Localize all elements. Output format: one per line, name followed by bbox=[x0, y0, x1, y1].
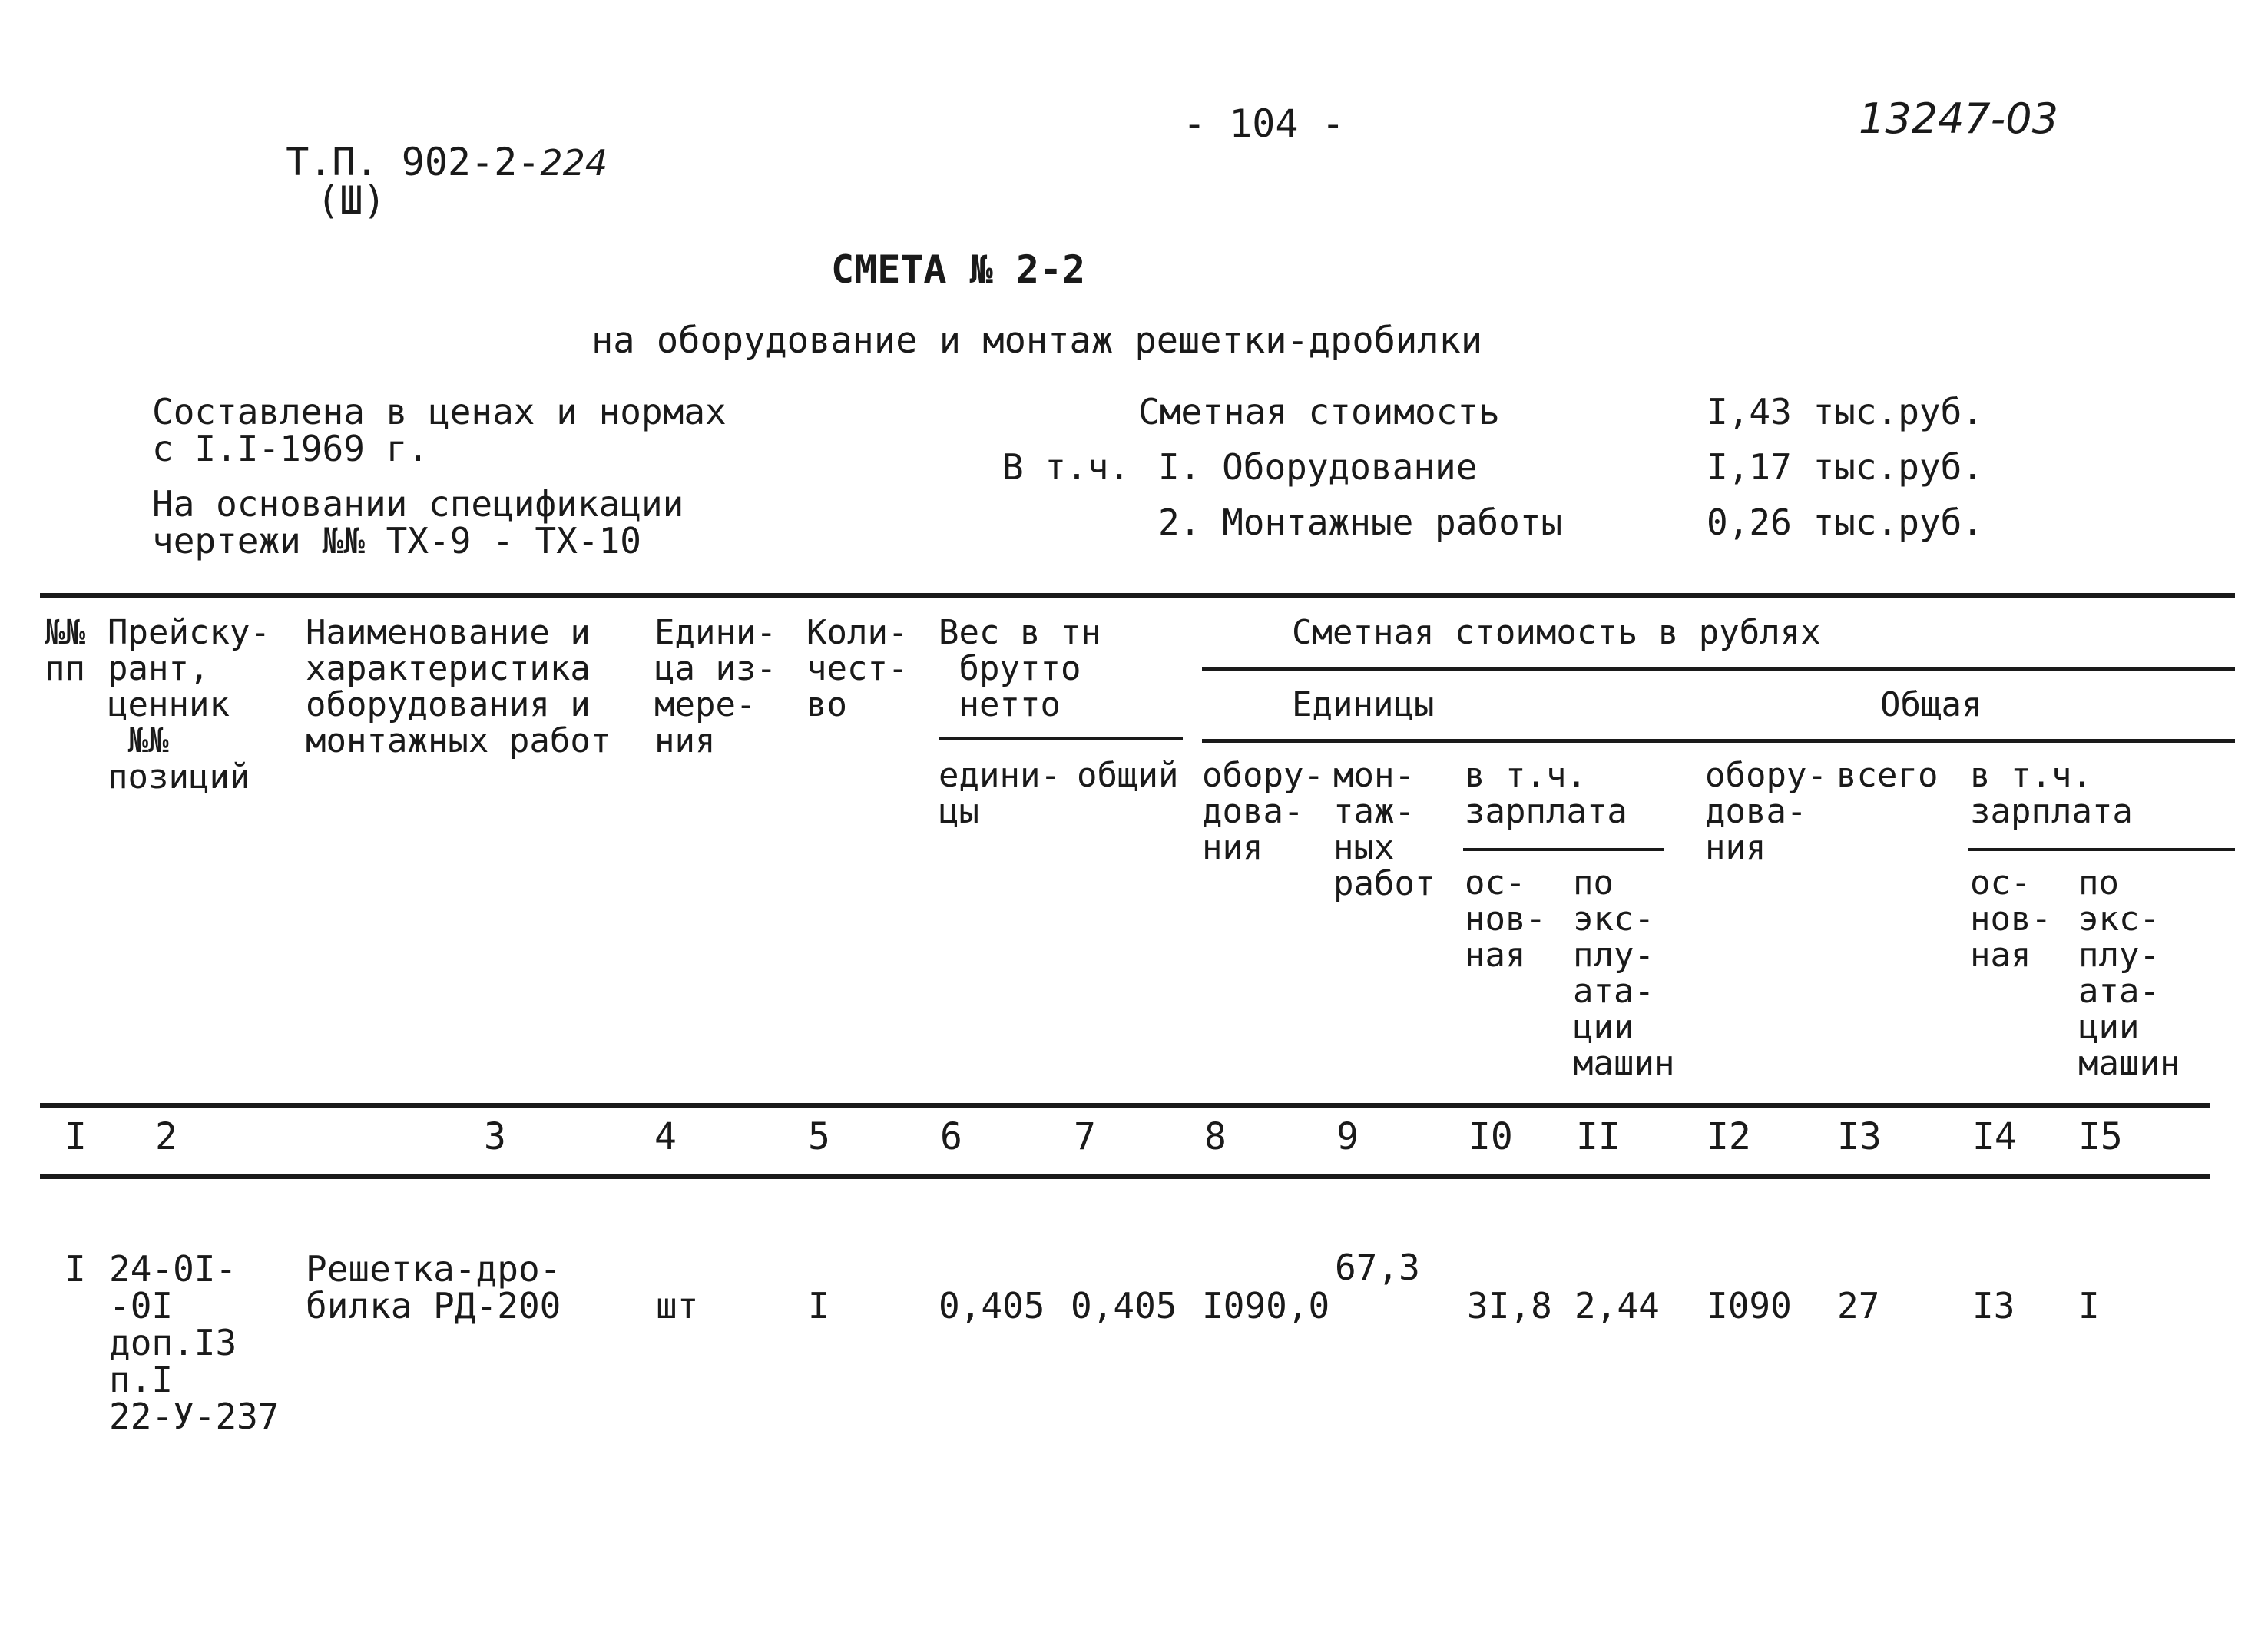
row-unit-machine: 2,44 bbox=[1574, 1285, 1660, 1327]
header-qty: Коли- чест- во bbox=[806, 613, 909, 724]
row-weight-total: 0,405 bbox=[1071, 1285, 1177, 1327]
header-unit-basic: ос- нов- ная bbox=[1465, 863, 1546, 975]
row-unit: шт bbox=[656, 1285, 699, 1327]
column-number: I0 bbox=[1468, 1115, 1513, 1158]
row-unit-equipment: I090,0 bbox=[1202, 1285, 1330, 1327]
project-code bbox=[240, 104, 608, 223]
column-number: 3 bbox=[484, 1115, 506, 1158]
composed-note: Составлена в ценах и нормах с I.I-1969 г. bbox=[152, 391, 727, 469]
header-total-basic: ос- нов- ная bbox=[1970, 863, 2051, 975]
subgroup-rule bbox=[1202, 739, 2235, 743]
column-number: 8 bbox=[1204, 1115, 1227, 1158]
header-cost-group: Сметная стоимость в рублях bbox=[1292, 613, 1821, 652]
document-number: 13247-03 bbox=[1859, 94, 2058, 143]
cost-value: I,43 тыс.руб. bbox=[1707, 391, 1984, 432]
header-unit-machine: по экс- плу- ата- ции машин bbox=[1573, 863, 1675, 1083]
row-total-all: 27 bbox=[1837, 1285, 1880, 1327]
row-total-basic: I3 bbox=[1972, 1285, 2015, 1327]
incl-label: В т.ч. bbox=[1002, 446, 1131, 488]
total-wage-rule bbox=[1968, 848, 2235, 851]
col-numbers-rule bbox=[40, 1174, 2210, 1179]
column-number: 7 bbox=[1074, 1115, 1096, 1158]
estimate-subtitle: на оборудование и монтаж решетки-дробилки bbox=[591, 320, 1483, 362]
header-total-wage: в т.ч. зарплата bbox=[1970, 756, 2133, 831]
equipment-value: I,17 тыс.руб. bbox=[1707, 446, 1984, 488]
header-unit-equipment: обору- дова- ния bbox=[1202, 756, 1324, 867]
header-total-equipment: обору- дова- ния bbox=[1705, 756, 1827, 867]
header-total-machine: по экс- плу- ата- ции машин bbox=[2078, 863, 2180, 1083]
header-weight-unit: едини- цы bbox=[939, 756, 1061, 831]
header-price: Прейску- рант, ценник №№ позиций bbox=[108, 613, 270, 797]
project-code-suffix: (Ш) bbox=[316, 178, 386, 223]
table-top-rule bbox=[40, 593, 2235, 598]
header-num: №№ пп bbox=[45, 613, 85, 688]
header-bottom-rule bbox=[40, 1103, 2210, 1108]
row-total-machine: I bbox=[2078, 1285, 2100, 1327]
header-total-all: всего bbox=[1836, 756, 1939, 795]
estimate-title: СМЕТА № 2-2 bbox=[831, 247, 1086, 292]
basis-note: На основании спецификации чертежи №№ ТХ-9 - ТХ-10 bbox=[152, 483, 684, 561]
column-number: II bbox=[1576, 1115, 1621, 1158]
column-number: 5 bbox=[808, 1115, 830, 1158]
row-name: Решетка-дро- билка РД-200 bbox=[306, 1248, 561, 1327]
header-unit: Едини- ца из- мере- ния bbox=[654, 613, 776, 760]
header-unit-group: Единицы bbox=[1292, 685, 1435, 724]
column-number: 9 bbox=[1336, 1115, 1359, 1158]
row-total-equipment: I090 bbox=[1707, 1285, 1792, 1327]
row-qty: I bbox=[808, 1285, 829, 1327]
project-code-handwritten: 224 bbox=[540, 142, 608, 184]
page-number: - 104 - bbox=[1183, 101, 1345, 146]
header-name: Наименование и характеристика оборудования и монтажных работ bbox=[306, 613, 611, 760]
header-unit-installation: мон- таж- ных работ bbox=[1333, 756, 1435, 903]
weight-rule bbox=[939, 737, 1183, 740]
row-unit-installation: 67,3 bbox=[1335, 1247, 1420, 1288]
column-number: I4 bbox=[1972, 1115, 2017, 1158]
installation-label: 2. Монтажные работы bbox=[1158, 502, 1563, 543]
column-number: I3 bbox=[1837, 1115, 1882, 1158]
installation-value: 0,26 тыс.руб. bbox=[1707, 502, 1984, 543]
column-number: 6 bbox=[940, 1115, 962, 1158]
column-number: I bbox=[65, 1115, 87, 1158]
header-weight-total: общий bbox=[1077, 756, 1179, 795]
equipment-label: I. Оборудование bbox=[1158, 446, 1478, 488]
column-number: I2 bbox=[1707, 1115, 1751, 1158]
cost-label: Сметная стоимость bbox=[1138, 391, 1500, 432]
column-number: 4 bbox=[654, 1115, 677, 1158]
cost-group-rule bbox=[1202, 667, 2235, 671]
row-unit-basic: 3I,8 bbox=[1467, 1285, 1552, 1327]
column-number: 2 bbox=[155, 1115, 177, 1158]
header-total-group: Общая bbox=[1880, 685, 1982, 724]
row-num: I bbox=[65, 1248, 86, 1290]
project-code-printed: Т.П. 902-2- bbox=[286, 140, 541, 184]
row-weight-unit: 0,405 bbox=[939, 1285, 1045, 1327]
column-number: I5 bbox=[2078, 1115, 2123, 1158]
header-weight: Вес в тн брутто нетто bbox=[939, 613, 1101, 724]
header-unit-wage: в т.ч. зарплата bbox=[1465, 756, 1627, 831]
row-price: 24-0I- -0I доп.I3 п.I 22-У-237 bbox=[109, 1248, 280, 1437]
unit-wage-rule bbox=[1463, 848, 1664, 851]
